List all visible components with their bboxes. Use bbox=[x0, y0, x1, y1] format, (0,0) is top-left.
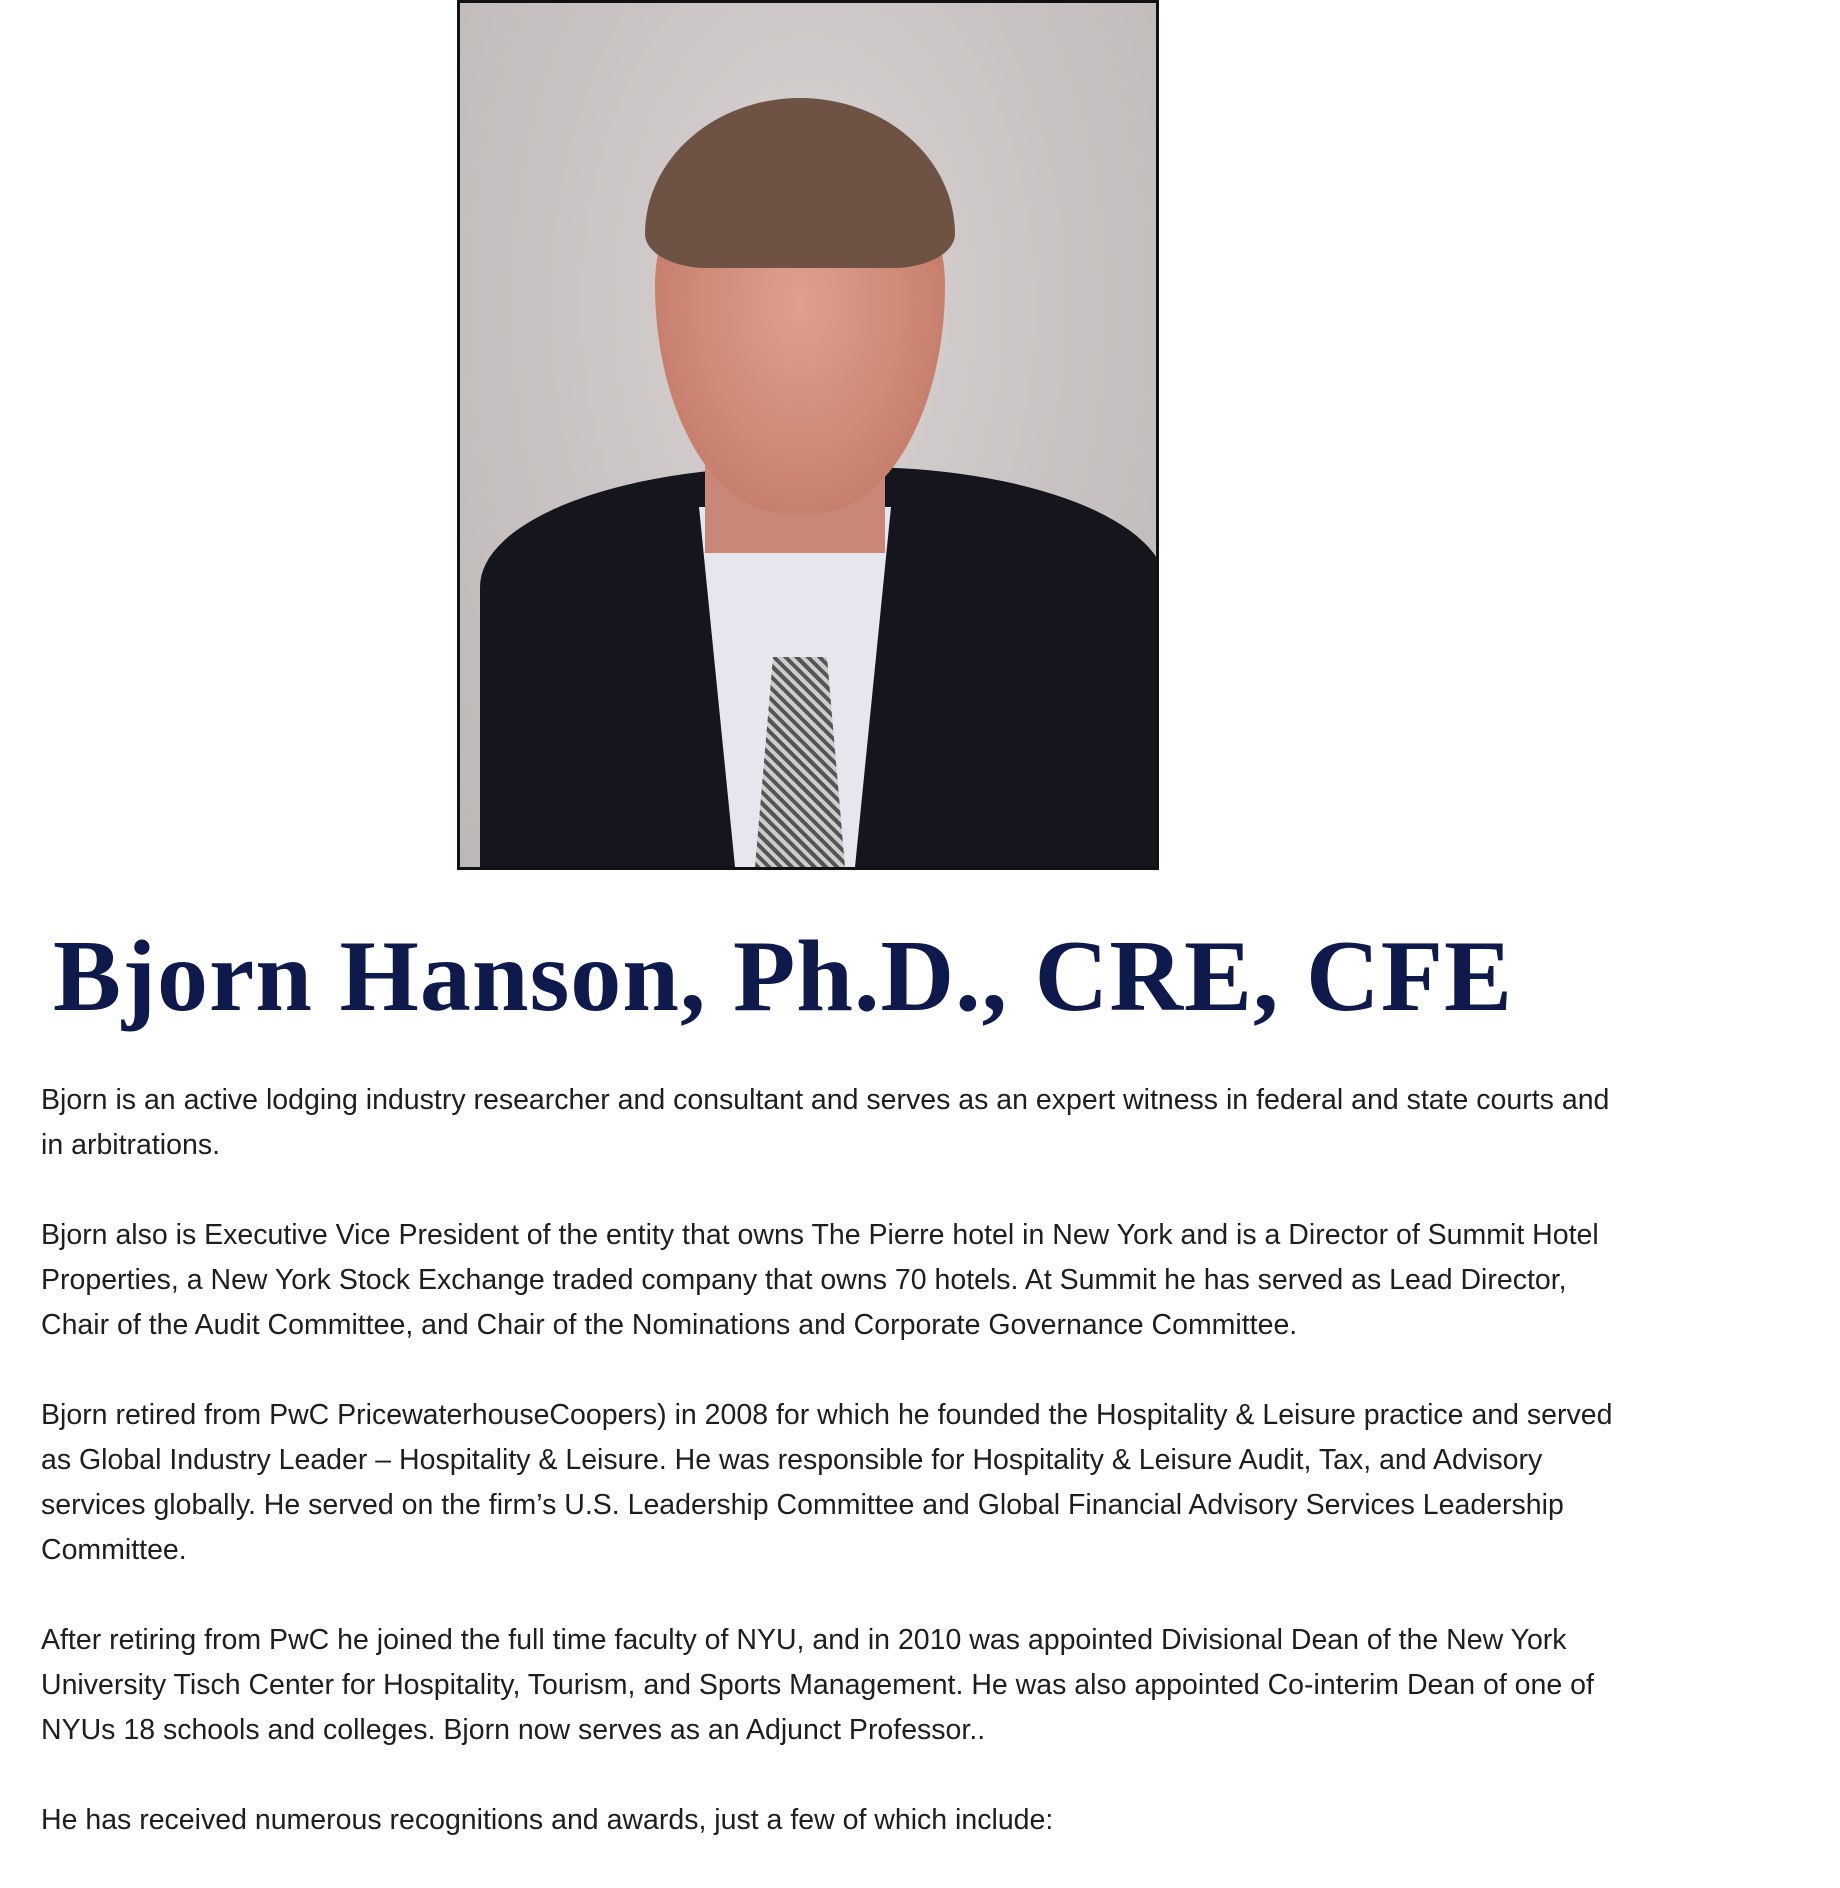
bio-paragraph bbox=[41, 1798, 1831, 1843]
page-title: Bjorn Hanson, Ph.D., CRE, CFE bbox=[53, 920, 1514, 1033]
bio-line: as Global Industry Leader – Hospitality & Leisure. He was responsible for Hospitality & Leisure Audit, Tax, and Advisory bbox=[41, 1444, 1543, 1476]
bio-paragraph bbox=[41, 1618, 1831, 1753]
bio-line: Bjorn is an active lodging industry researcher and consultant and serves as an expert witness in federal and state courts and bbox=[41, 1084, 1610, 1116]
bio-paragraph bbox=[41, 1213, 1831, 1348]
bio-line: NYUs 18 schools and colleges. Bjorn now serves as an Adjunct Professor.. bbox=[41, 1714, 986, 1746]
profile-photo bbox=[457, 0, 1159, 870]
bio-body bbox=[41, 1078, 1831, 1888]
bio-line: Bjorn also is Executive Vice President of the entity that owns The Pierre hotel in New York and is a Director of Summit Hotel bbox=[41, 1219, 1599, 1251]
bio-line: Chair of the Audit Committee, and Chair of the Nominations and Corporate Governance Committee. bbox=[41, 1309, 1298, 1341]
bio-paragraph bbox=[41, 1078, 1831, 1168]
bio-line: Committee. bbox=[41, 1534, 187, 1566]
photo-hair bbox=[645, 98, 955, 268]
bio-line: in arbitrations. bbox=[41, 1129, 221, 1161]
bio-line: Properties, a New York Stock Exchange traded company that owns 70 hotels. At Summit he has served as Lead Director, bbox=[41, 1264, 1567, 1296]
bio-line: University Tisch Center for Hospitality, Tourism, and Sports Management. He was also appointed Co-interim Dean of one of bbox=[41, 1669, 1594, 1701]
bio-line: He has received numerous recognitions and awards, just a few of which include: bbox=[41, 1804, 1054, 1836]
bio-line: After retiring from PwC he joined the full time faculty of NYU, and in 2010 was appointed Divisional Dean of the New York bbox=[41, 1624, 1567, 1656]
bio-line: services globally. He served on the firm’s U.S. Leadership Committee and Global Financial Advisory Services Leadership bbox=[41, 1489, 1564, 1521]
bio-line: Bjorn retired from PwC PricewaterhouseCoopers) in 2008 for which he founded the Hospitality & Leisure practice and served bbox=[41, 1399, 1613, 1431]
bio-paragraph bbox=[41, 1393, 1831, 1573]
